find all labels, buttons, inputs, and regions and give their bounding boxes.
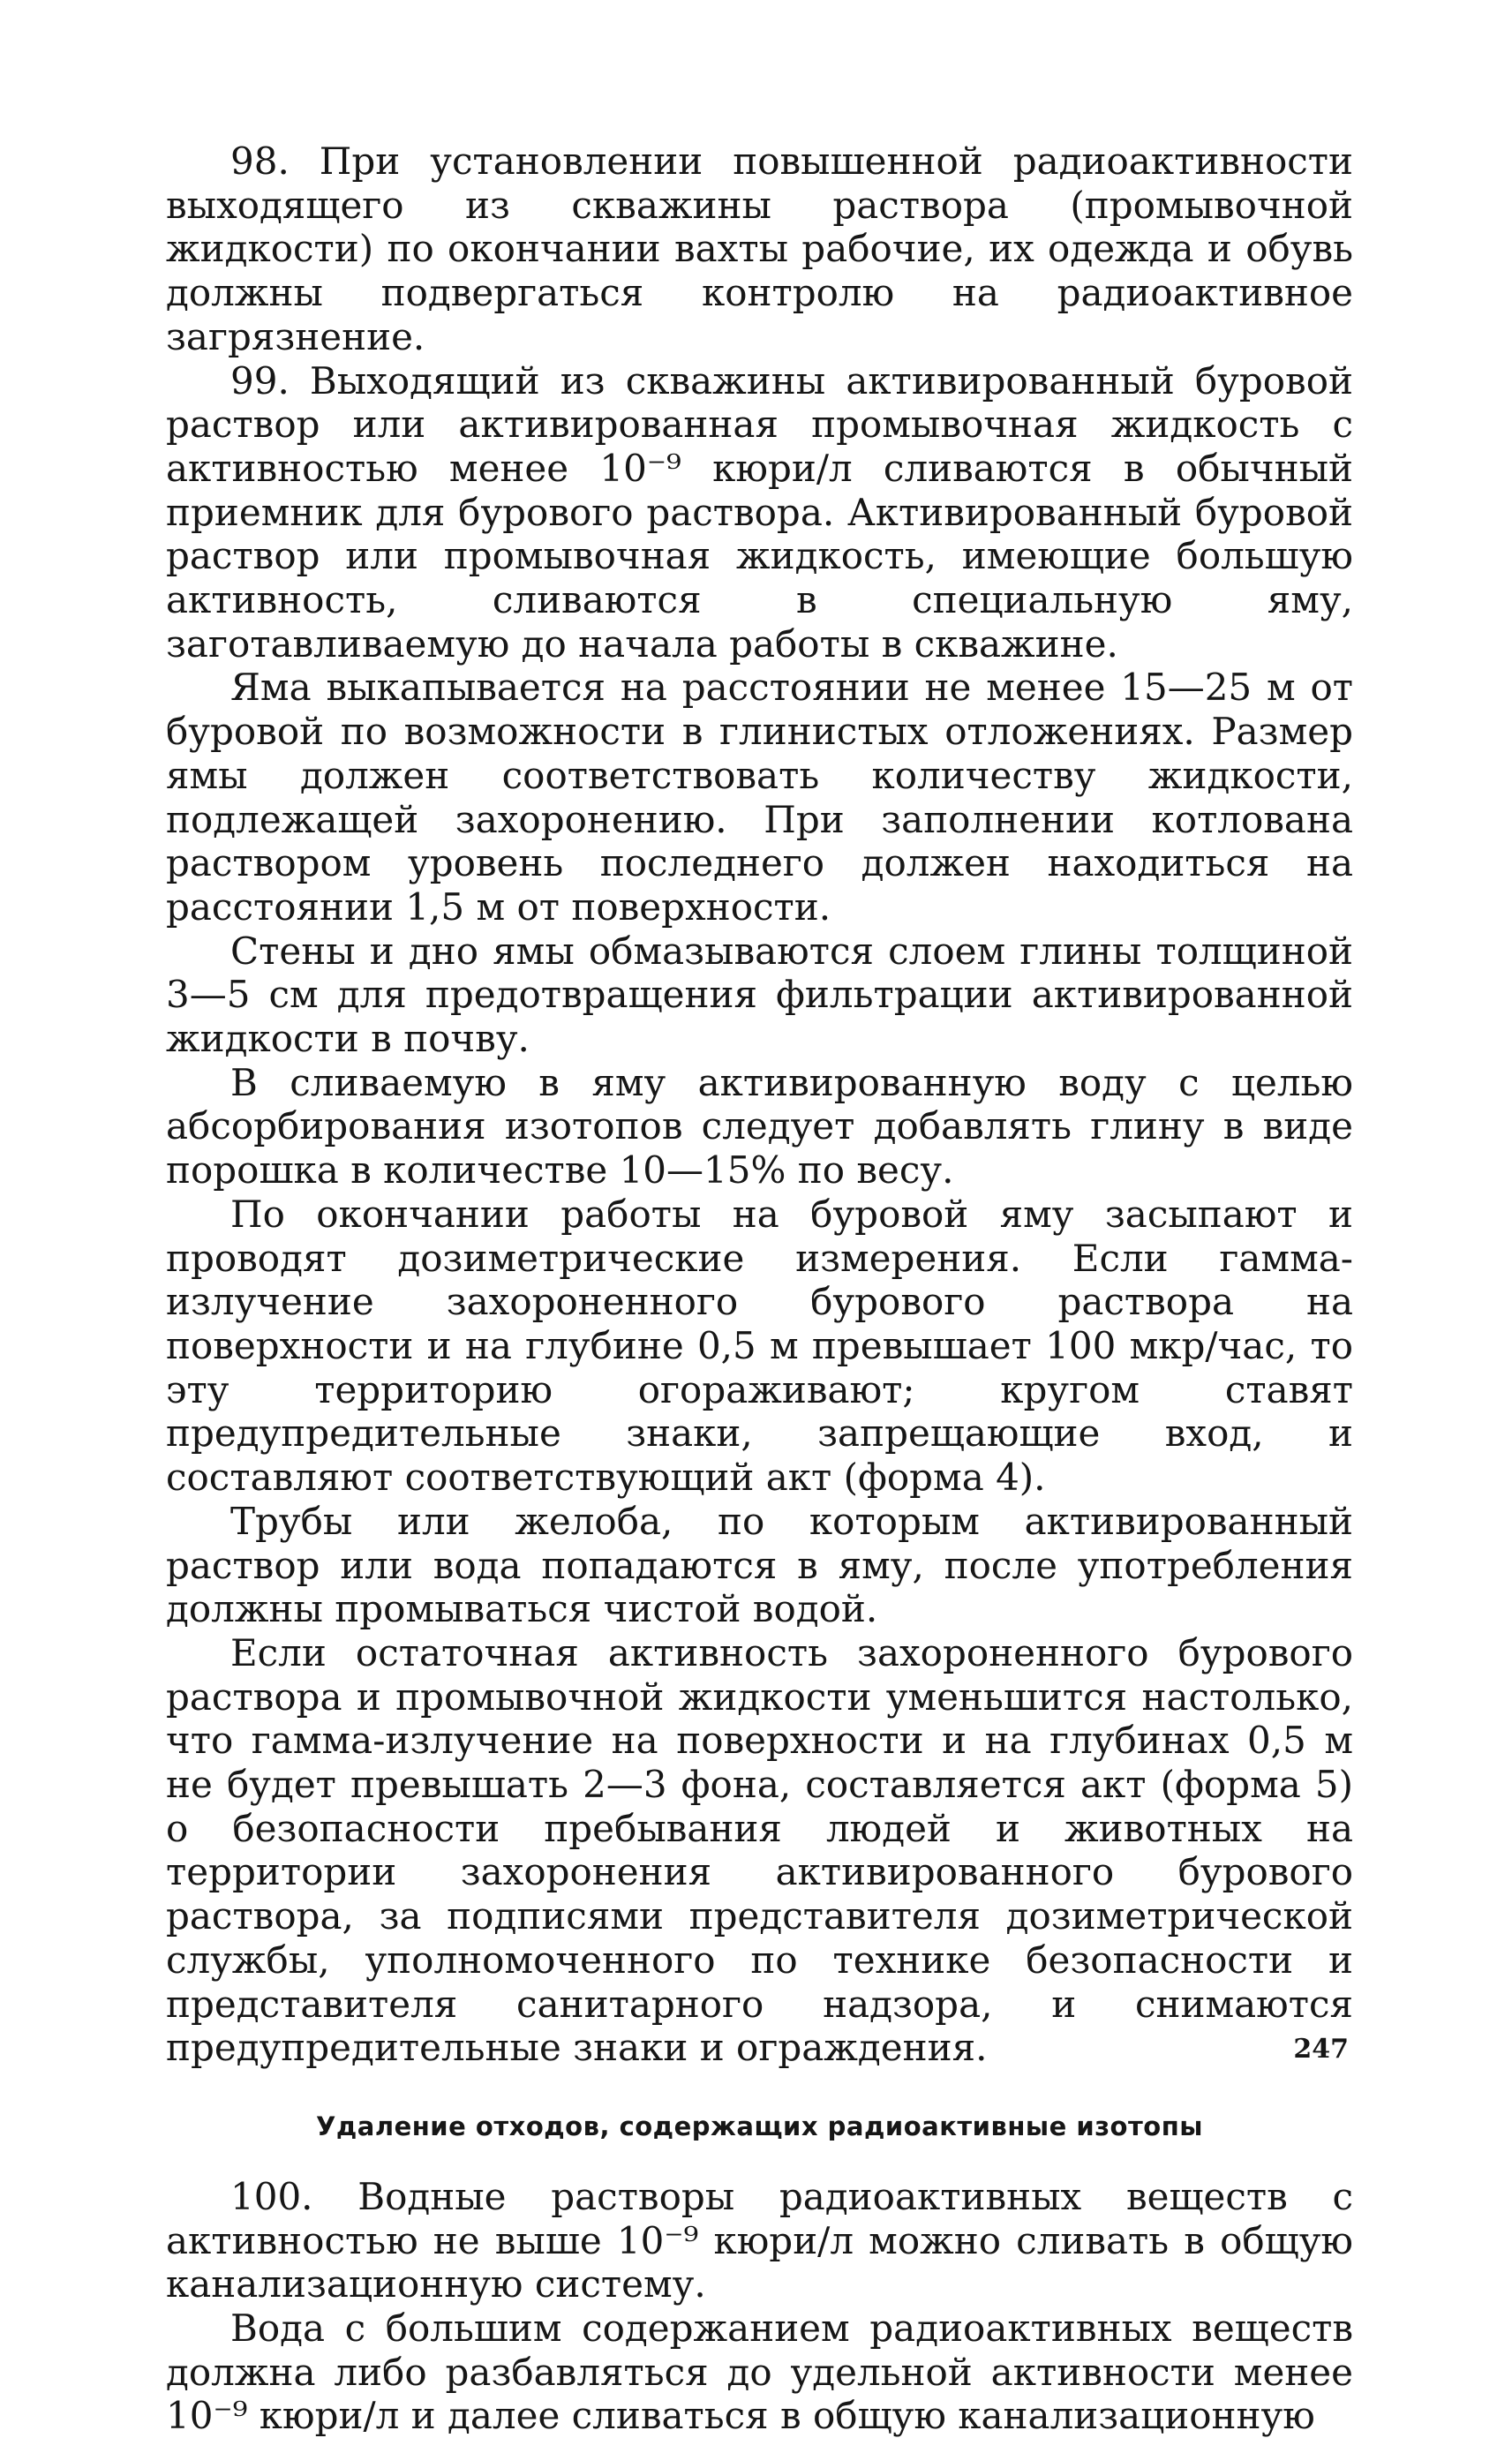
paragraph-pit-walls: Стены и дно ямы обмазываются слоем глины толщиной 3—5 см для предотвращения фильтрации активированной жидкости в почву. [166,929,1353,1061]
paragraph-clay-addition: В сливаемую в яму активированную воду с целью абсорбирования изотопов следует добавлять глину в виде порошка в количестве 10—15% по весу. [166,1060,1353,1193]
paragraph-dosimetry: По окончании работы на буровой яму засыпают и проводят дозиметрические измерения. Если гамма-излучение захороненного бурового раствора на поверхности и на глубине 0,5 м превышает 100 мкр/час, то эту территорию огораживают; кругом ставят предупредительные знаки, запрещающие вход, и составляют соответствующий акт (форма 4). [166,1192,1353,1500]
page-number: 247 [1293,2034,1349,2065]
paragraph-water-dilution: Вода с большим содержанием радиоактивных веществ должна либо разбавляться до удельной активности менее 10⁻⁹ кюри/л и далее сливаться в общую канализационную [166,2306,1353,2438]
section-heading: Удаление отходов, содержащих радиоактивные изотопы [316,2111,1203,2141]
text-column [166,139,1353,2438]
paragraph-100: 100. Водные растворы радиоактивных веществ с активностью не выше 10⁻⁹ кюри/л можно сливать в общую канализационную систему. [166,2174,1353,2306]
paragraph-98: 98. При установлении повышенной радиоактивности выходящего из скважины раствора (промывочной жидкости) по окончании вахты рабочие, их одежда и обувь должны подвергаться контролю на радиоактивное загрязнение. [166,139,1353,358]
paragraph-residual-activity: Если остаточная активность захороненного бурового раствора и промывочной жидкости уменьшится настолько, что гамма-излучение на поверхности и на глубинах 0,5 м не будет превышать 2—3 фона, составляется акт (форма 5) о безопасности пребывания людей и животных на территории захоронения активированного бурового раствора, за подписями представителя дозиметрической службы, уполномоченного по технике безопасности и представителя санитарного надзора, и снимаются предупредительные знаки и ограждения. [166,1630,1353,2070]
paragraph-pipes: Трубы или желоба, по которым активированный раствор или вода попадаются в яму, после употребления должны промываться чистой водой. [166,1499,1353,1631]
paragraph-pit-location: Яма выкапывается на расстоянии не менее 15—25 м от буровой по возможности в глинистых отложениях. Размер ямы должен соответствовать количеству жидкости, подлежащей захоронению. При заполнении котлована раствором уровень последнего должен находиться на расстоянии 1,5 м от поверхности. [166,666,1353,929]
paragraph-99: 99. Выходящий из скважины активированный буровой раствор или активированная промывочная жидкость с активностью менее 10⁻⁹ кюри/л сливаются в обычный приемник для бурового раствора. Активированный буровой раствор или промывочная жидкость, имеющие большую активность, сливаются в специальную яму, заготавливаемую до начала работы в скважине. [166,358,1353,666]
